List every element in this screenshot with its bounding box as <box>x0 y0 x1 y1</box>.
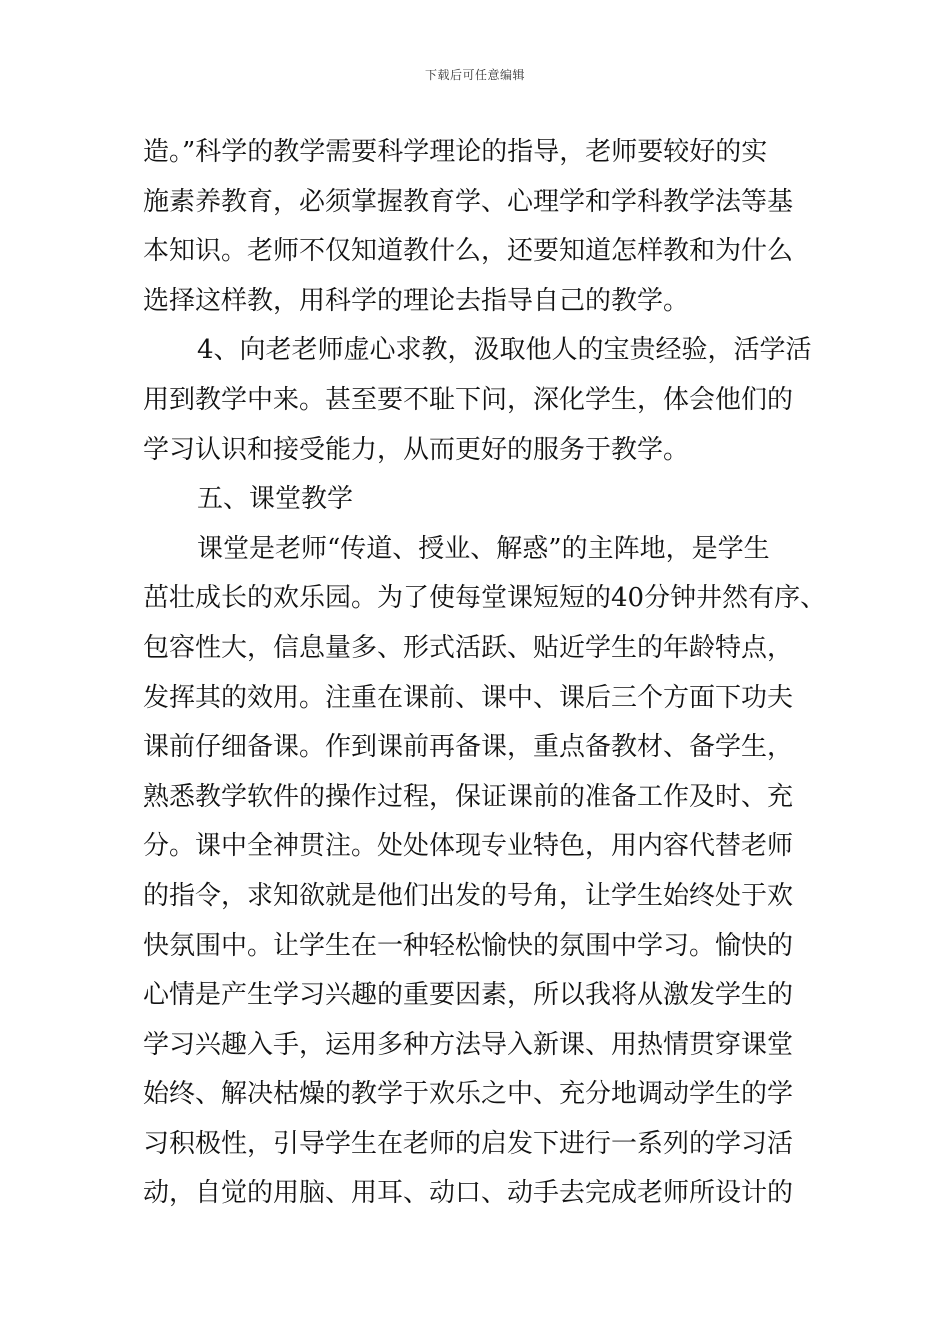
text-line: 动，自觉的用脑、用耳、动口、动手去完成老师所设计的 <box>143 1178 794 1209</box>
text-line: 本知识。老师不仅知道教什么，还要知道怎样教和为什么 <box>143 236 794 267</box>
paragraph-start-line: 课堂是老师“传道、授业、解惑”的主阵地，是学生 <box>197 533 770 564</box>
body-text <box>143 128 827 1219</box>
text-line: 心情是产生学习兴趣的重要因素，所以我将从激发学生的 <box>143 980 794 1011</box>
text-line: 的指令，求知欲就是他们出发的号角，让学生始终处于欢 <box>143 880 794 911</box>
text-line: 施素养教育，必须掌握教育学、心理学和学科教学法等基 <box>143 186 794 217</box>
text-line: 始终、解决枯燥的教学于欢乐之中、充分地调动学生的学 <box>143 1079 794 1110</box>
text-line: 熟悉教学软件的操作过程，保证课前的准备工作及时、充 <box>143 781 794 812</box>
text-line: 包容性大，信息量多、形式活跃、贴近学生的年龄特点， <box>143 632 794 663</box>
text-line: 快氛围中。让学生在一种轻松愉快的氛围中学习。愉快的 <box>143 930 794 961</box>
text-line: 造。”科学的教学需要科学理论的指导，老师要较好的实 <box>143 137 768 167</box>
text-line: 茁壮成长的欢乐园。为了使每堂课短短的40分钟井然有序、 <box>143 583 827 614</box>
text-line: 课前仔细备课。作到课前再备课，重点备教材、备学生， <box>143 732 794 763</box>
text-line: 学习兴趣入手，运用多种方法导入新课、用热情贯穿课堂 <box>143 1029 794 1060</box>
text-line: 分。课中全神贯注。处处体现专业特色，用内容代替老师 <box>143 831 794 862</box>
paragraph-start-line: 4、向老老师虚心求教，汲取他人的宝贵经验，活学活 <box>197 335 812 366</box>
text-line: 习积极性，引导学生在老师的启发下进行一系列的学习活 <box>143 1128 794 1159</box>
text-line: 选择这样教，用科学的理论去指导自己的教学。 <box>143 285 690 316</box>
text-line: 发挥其的效用。注重在课前、课中、课后三个方面下功夫 <box>143 682 794 713</box>
section-heading: 五、课堂教学 <box>197 484 354 515</box>
text-line: 学习认识和接受能力，从而更好的服务于教学。 <box>143 434 690 465</box>
page-header-note: 下载后可任意编辑 <box>424 68 525 82</box>
text-line: 用到教学中来。甚至要不耻下问，深化学生，体会他们的 <box>143 384 794 415</box>
